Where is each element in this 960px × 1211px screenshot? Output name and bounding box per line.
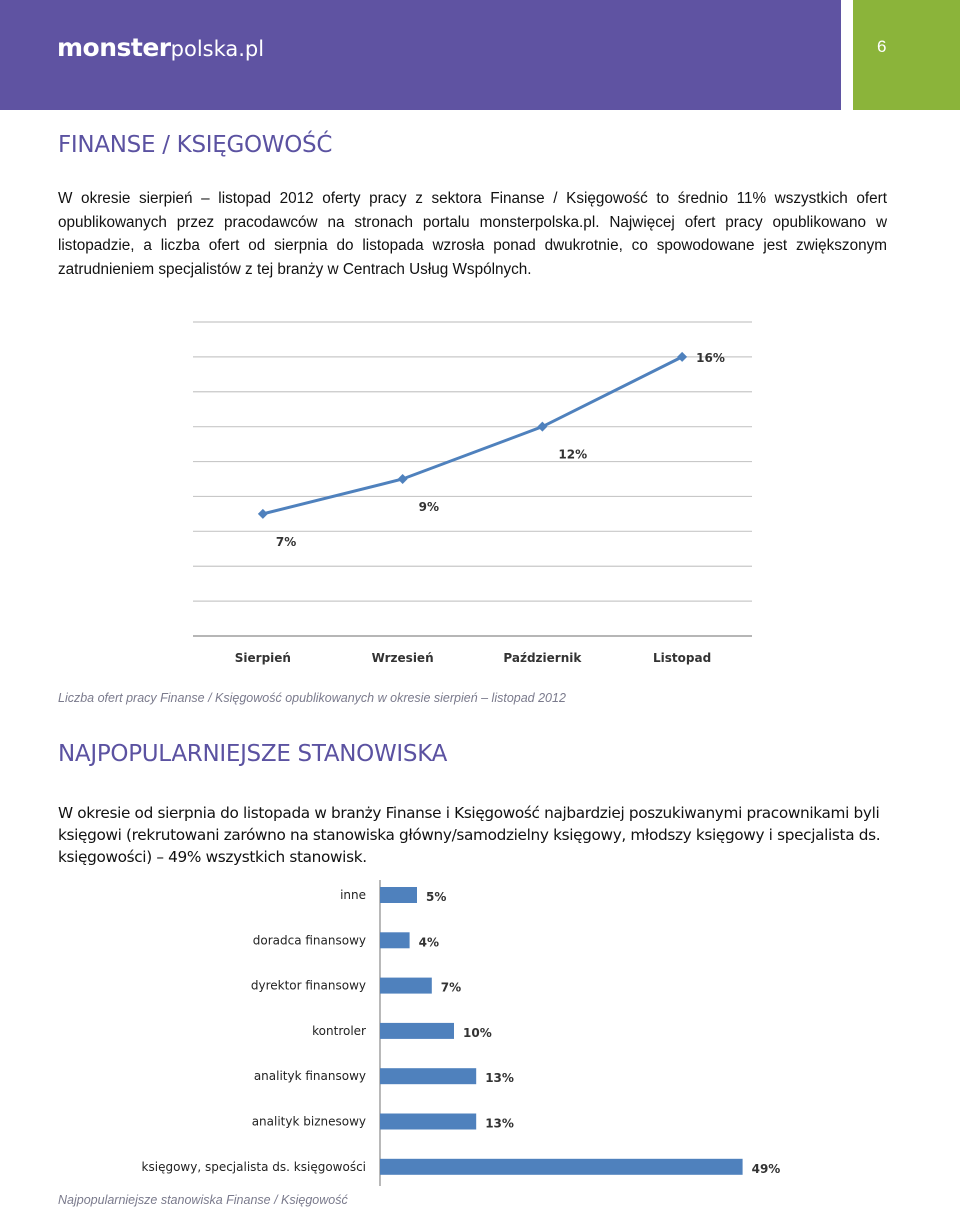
category-label: analityk biznesowy [251, 1114, 366, 1129]
page-number: 6 [877, 37, 887, 56]
bar [380, 1023, 454, 1039]
category-label: kontroler [312, 1023, 366, 1038]
x-tick-label: Listopad [653, 651, 712, 665]
data-label: 16% [696, 350, 725, 365]
category-label: analityk finansowy [253, 1069, 366, 1084]
chart1-caption: Liczba ofert pracy Finanse / Księgowość opublikowanych w okresie sierpień – listopad 2012 [58, 691, 566, 705]
bar [380, 932, 410, 948]
data-label: 9% [418, 500, 439, 514]
category-label: dyrektor finansowy [250, 978, 366, 993]
data-label: 4% [418, 935, 439, 950]
data-label: 10% [463, 1025, 492, 1040]
section-positions-paragraph: W okresie od sierpnia do listopada w branży Finanse i Księgowość najbardziej poszukiwanymi pracownikami byli księgowi (rekrutowani zarówno na stanowiska główny/samodzielny księgowy, młodszy księgowy i specjalista ds. księgowości) – 49% wszystkich stanowisk. [58, 804, 881, 866]
section-title-finance: FINANSE / KSIĘGOWOŚĆ [58, 132, 333, 158]
category-label: księgowy, specjalista ds. księgowości [141, 1159, 366, 1174]
x-tick-label: Wrzesień [371, 651, 434, 665]
data-label: 49% [751, 1161, 781, 1176]
category-label: doradca finansowy [252, 933, 366, 948]
data-label: 5% [426, 890, 447, 904]
logo-bold: monster [57, 33, 171, 62]
bar [380, 887, 417, 903]
bar [380, 1159, 743, 1175]
bar [380, 1114, 476, 1130]
section-title-positions: NAJPOPULARNIEJSZE STANOWISKA [58, 741, 448, 767]
section-finance-paragraph: W okresie sierpień – listopad 2012 oferty pracy z sektora Finanse / Księgowość to średnio 11% wszystkich ofert opublikowanych przez pracodawców na stronach portalu monsterpolska.pl. Najwięcej ofert pracy opublikowano w listopadzie, a liczba ofert od sierpnia do listopada wzrosła ponad dwukrotnie, co spowodowane jest zwiększonym zatrudnieniem specjalistów z tej branży w Centrach Usług Wspólnych. [58, 190, 887, 278]
data-label: 13% [485, 1071, 514, 1086]
x-tick-label: Październik [503, 651, 582, 665]
category-label: inne [340, 888, 366, 902]
data-label: 7% [275, 534, 297, 549]
x-tick-label: Sierpień [234, 651, 291, 665]
bar [380, 978, 432, 994]
bar [380, 1068, 476, 1084]
data-label: 12% [558, 447, 588, 462]
logo-light: polska.pl [170, 37, 265, 61]
chart2-caption: Najpopularniejsze stanowiska Finanse / Księgowość [58, 1193, 348, 1207]
data-label: 7% [440, 980, 462, 995]
data-label: 13% [485, 1116, 514, 1131]
